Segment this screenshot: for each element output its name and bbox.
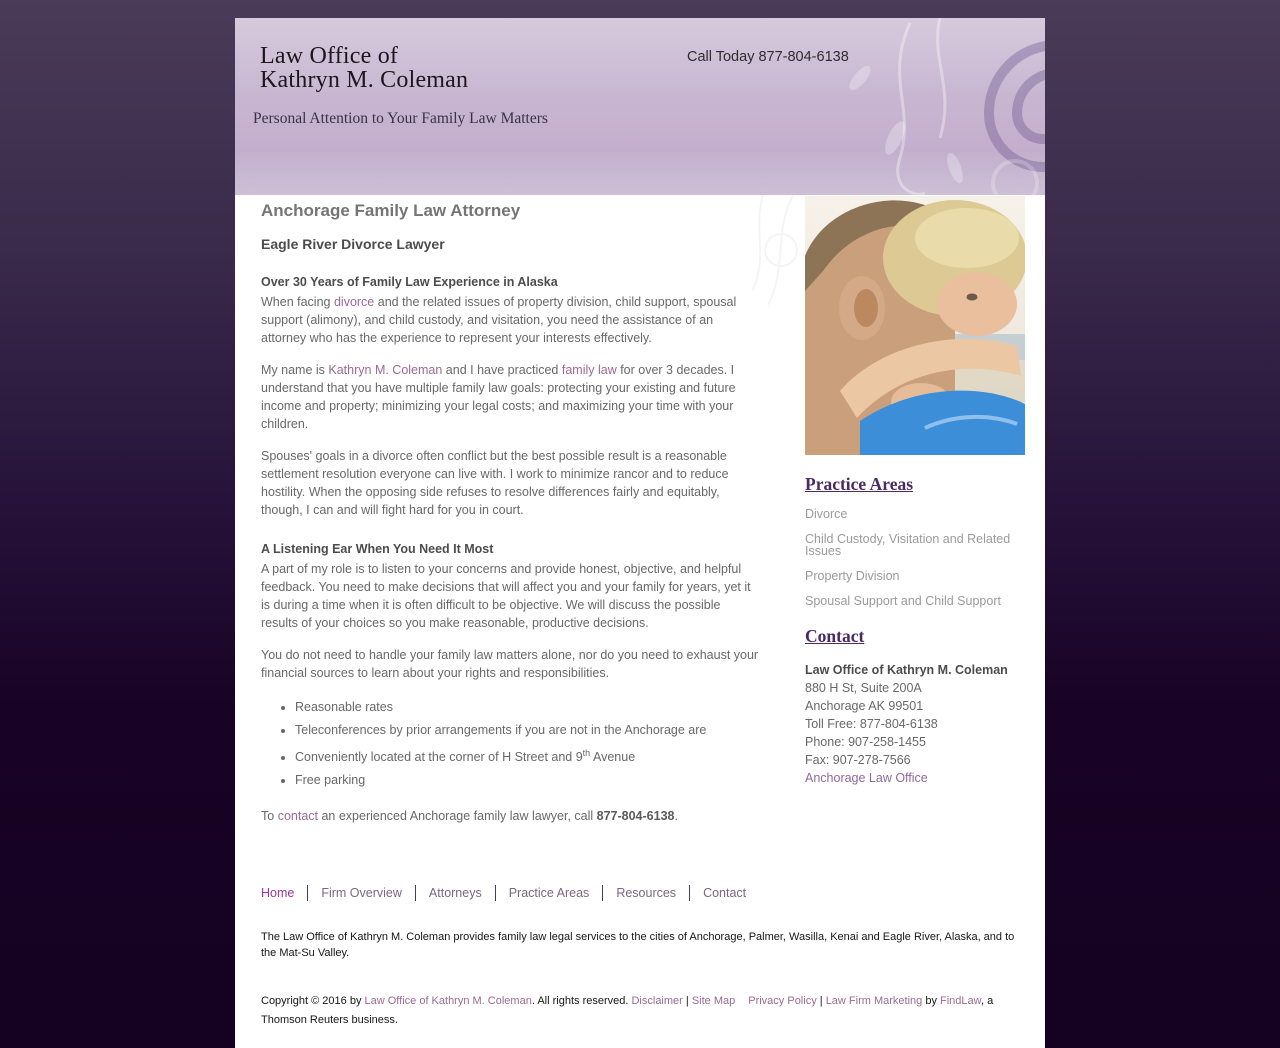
- nav-link-firm-overview[interactable]: Firm Overview: [321, 886, 402, 901]
- section-heading-listening-ear: A Listening Ear When You Need It Most: [261, 542, 494, 556]
- contact-firm-name: Law Office of Kathryn M. Coleman: [805, 663, 1008, 677]
- logo-line1: Law Office of: [260, 43, 399, 69]
- superscript-th: th: [582, 748, 591, 758]
- text-run: an experienced Anchorage family law lawyer, call: [318, 809, 597, 824]
- nav-item-firm-overview: [307, 885, 415, 901]
- practice-areas-list: [805, 508, 1025, 607]
- call-today-phone: Call Today 877-804-6138: [687, 49, 849, 65]
- firm-tagline: Personal Attention to Your Family Law Matters: [253, 110, 548, 127]
- paragraph-1: [261, 293, 759, 347]
- site-map-link[interactable]: Site Map: [691, 995, 736, 1008]
- nav-link-practice-areas[interactable]: Practice Areas: [508, 886, 590, 901]
- paragraph-4: A part of my role is to listen to your concerns and provide honest, objective, and helpful feedback. You need to make decisions that will affect you and your family for years, yet it is during a time when it is often difficult to be objective. We will discuss the possible results of your choices so you make reasonable, productive decisions.: [261, 562, 751, 630]
- nav-item-attorneys: [415, 885, 495, 901]
- disclaimer-link[interactable]: Disclaimer: [631, 995, 683, 1008]
- content-column: [235, 195, 759, 825]
- text-run: Avenue: [590, 750, 636, 765]
- text-run: |: [682, 995, 692, 1008]
- paragraph-5: You do not need to handle your family law matters alone, nor do you need to exhaust your financial sources to learn about your rights and responsibilities.: [261, 648, 759, 680]
- text-run: Conveniently located at the corner of H Street and 9: [295, 750, 583, 765]
- site-header: [235, 18, 1045, 195]
- privacy-policy-link[interactable]: Privacy Policy: [748, 995, 817, 1008]
- page-subtitle: Eagle River Divorce Lawyer: [261, 236, 445, 252]
- flourish-decoration: [485, 18, 1045, 195]
- benefits-list: [261, 699, 759, 789]
- nav-link-contact[interactable]: Contact: [703, 886, 747, 901]
- divorce-link[interactable]: divorce: [333, 295, 375, 309]
- contact-phone: Phone: 907-258-1455: [805, 735, 926, 749]
- list-item: • Free parking: [295, 772, 759, 789]
- closing-paragraph: [261, 807, 759, 825]
- nav-link-attorneys[interactable]: Attorneys: [428, 886, 482, 901]
- family-law-link[interactable]: family law: [561, 363, 617, 377]
- practice-areas-heading[interactable]: Practice Areas: [805, 474, 914, 494]
- contact-link[interactable]: contact: [277, 809, 318, 824]
- nav-link-home[interactable]: Home: [261, 886, 295, 901]
- contact-address-line2: Anchorage AK 99501: [805, 699, 924, 713]
- text-run: and the related issues of property division, child support, spousal support (alimony), and child custody, and visitation, you need the assistance of an attorney who has the experience to represent your interests effectively.: [261, 295, 737, 345]
- text-run: . All rights reserved.: [531, 995, 632, 1008]
- page-container: [235, 18, 1045, 1048]
- paragraph-3: Spouses' goals in a divorce often conflict but the best possible result is a reasonable settlement resolution everyone can live with. I work to minimize rancor and to reduce hostility. When the opposing side refuses to resolve differences fairly and equitably, though, I can and will fight hard for you in court.: [261, 449, 729, 517]
- list-item: • Reasonable rates: [295, 699, 759, 716]
- main-area: [235, 195, 1045, 1048]
- footer-navigation: [259, 885, 1045, 901]
- phone-number: 877-804-6138: [596, 809, 675, 824]
- contact-heading[interactable]: Contact: [805, 626, 865, 646]
- text-run: To: [261, 809, 278, 824]
- text-run: for over 3 decades. I understand that you have multiple family law goals: protecting your existing and future income and property; minimizing your legal costs; and maximizing your time with your children.: [261, 363, 736, 431]
- text-run: by: [922, 995, 940, 1008]
- law-firm-marketing-link[interactable]: Law Firm Marketing: [825, 995, 923, 1008]
- logo-line2: Kathryn M. Coleman: [260, 67, 469, 93]
- nav-item-contact: [689, 885, 759, 901]
- text-run: .: [674, 809, 678, 824]
- contact-address-line1: 880 H St, Suite 200A: [805, 681, 922, 695]
- service-area-description: The Law Office of Kathryn M. Coleman provides family law legal services to the cities of Anchorage, Palmer, Wasilla, Kenai and Eagle River, Alaska, and to the Mat-Su Valley.: [261, 931, 1015, 960]
- practice-area-link-property-division[interactable]: Property Division: [805, 569, 900, 583]
- text-run: |: [816, 995, 826, 1008]
- father-and-child-photo: [805, 196, 1025, 455]
- anchorage-law-office-link[interactable]: Anchorage Law Office: [805, 771, 928, 785]
- findlaw-link[interactable]: FindLaw: [940, 995, 981, 1008]
- firm-name-link[interactable]: Law Office of Kathryn M. Coleman: [364, 995, 532, 1008]
- kathryn-coleman-link[interactable]: Kathryn M. Coleman: [328, 363, 443, 377]
- section-heading-experience: Over 30 Years of Family Law Experience in Alaska: [261, 275, 558, 289]
- nav-item-home: [259, 885, 307, 901]
- contact-info: [805, 661, 1025, 787]
- sidebar: [805, 196, 1025, 787]
- text-run: When facing: [261, 295, 334, 309]
- paragraph-2: [261, 361, 759, 433]
- practice-area-link-spousal-support[interactable]: Spousal Support and Child Support: [805, 594, 1001, 608]
- list-item: [295, 745, 759, 766]
- practice-area-link-divorce[interactable]: Divorce: [805, 507, 848, 521]
- text-run: My name is: [261, 363, 329, 377]
- nav-item-resources: [602, 885, 689, 901]
- list-item: • Teleconferences by prior arrangements if you are not in the Anchorage are: [295, 722, 759, 739]
- copyright-notice: [261, 992, 1001, 1048]
- practice-area-link-child-custody[interactable]: Child Custody, Visitation and Related Issues: [805, 532, 1011, 558]
- nav-item-practice-areas: [495, 885, 603, 901]
- text-run: , a Thomson Reuters business.: [261, 995, 994, 1027]
- firm-logo[interactable]: [260, 44, 468, 92]
- text-run: and I have practiced: [442, 363, 562, 377]
- page-title: Anchorage Family Law Attorney: [261, 201, 521, 220]
- contact-toll-free: Toll Free: 877-804-6138: [805, 717, 938, 731]
- contact-fax: Fax: 907-278-7566: [805, 753, 911, 767]
- nav-link-resources[interactable]: Resources: [616, 886, 677, 901]
- text-run: Copyright © 2016 by: [261, 995, 365, 1008]
